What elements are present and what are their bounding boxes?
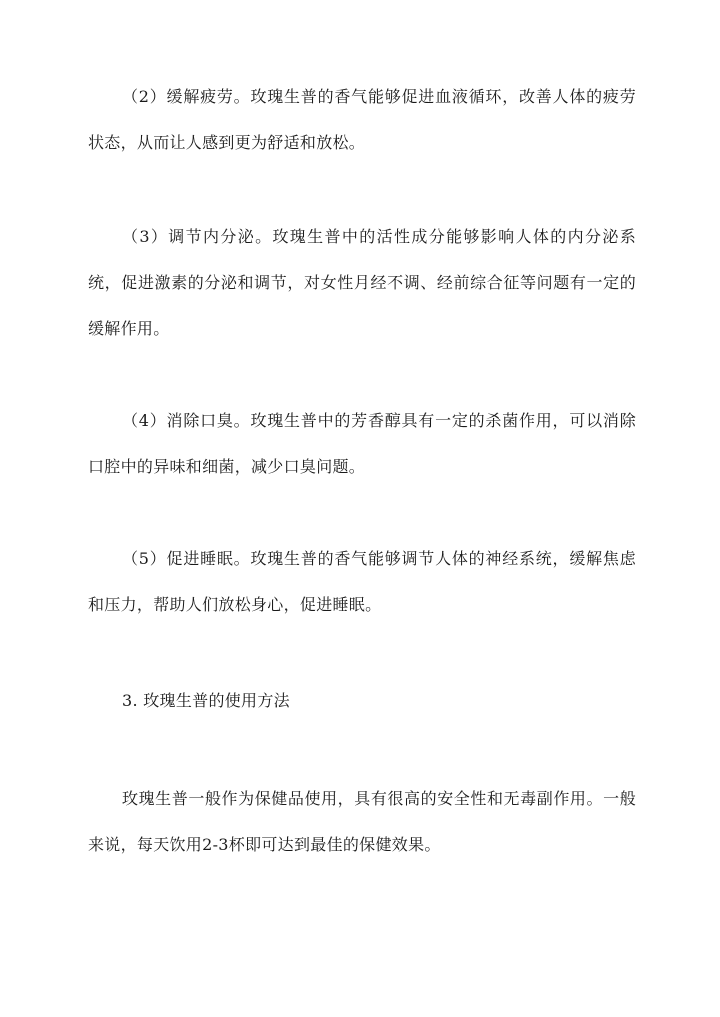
section-heading: 3. 玫瑰生普的使用方法	[122, 691, 290, 710]
paragraph-usage: 玫瑰生普一般作为保健品使用，具有很高的安全性和无毒副作用。一般来说，每天饮用2-3杯即可达到最佳的保健效果。	[88, 789, 636, 854]
paragraph-relieve-fatigue: （2）缓解疲劳。玫瑰生普的香气能够促进血液循环，改善人体的疲劳状态，从而让人感到更为舒适和放松。	[88, 87, 636, 152]
paragraph-eliminate-bad-breath: （4）消除口臭。玫瑰生普中的芳香醇具有一定的杀菌作用，可以消除口腔中的异味和细菌，减少口臭问题。	[88, 411, 636, 476]
paragraph-regulate-endocrine: （3）调节内分泌。玫瑰生普中的活性成分能够影响人体的内分泌系统，促进激素的分泌和调节，对女性月经不调、经前综合征等问题有一定的缓解作用。	[88, 227, 636, 338]
paragraph-promote-sleep: （5）促进睡眠。玫瑰生普的香气能够调节人体的神经系统，缓解焦虑和压力，帮助人们放松身心，促进睡眠。	[88, 549, 636, 614]
